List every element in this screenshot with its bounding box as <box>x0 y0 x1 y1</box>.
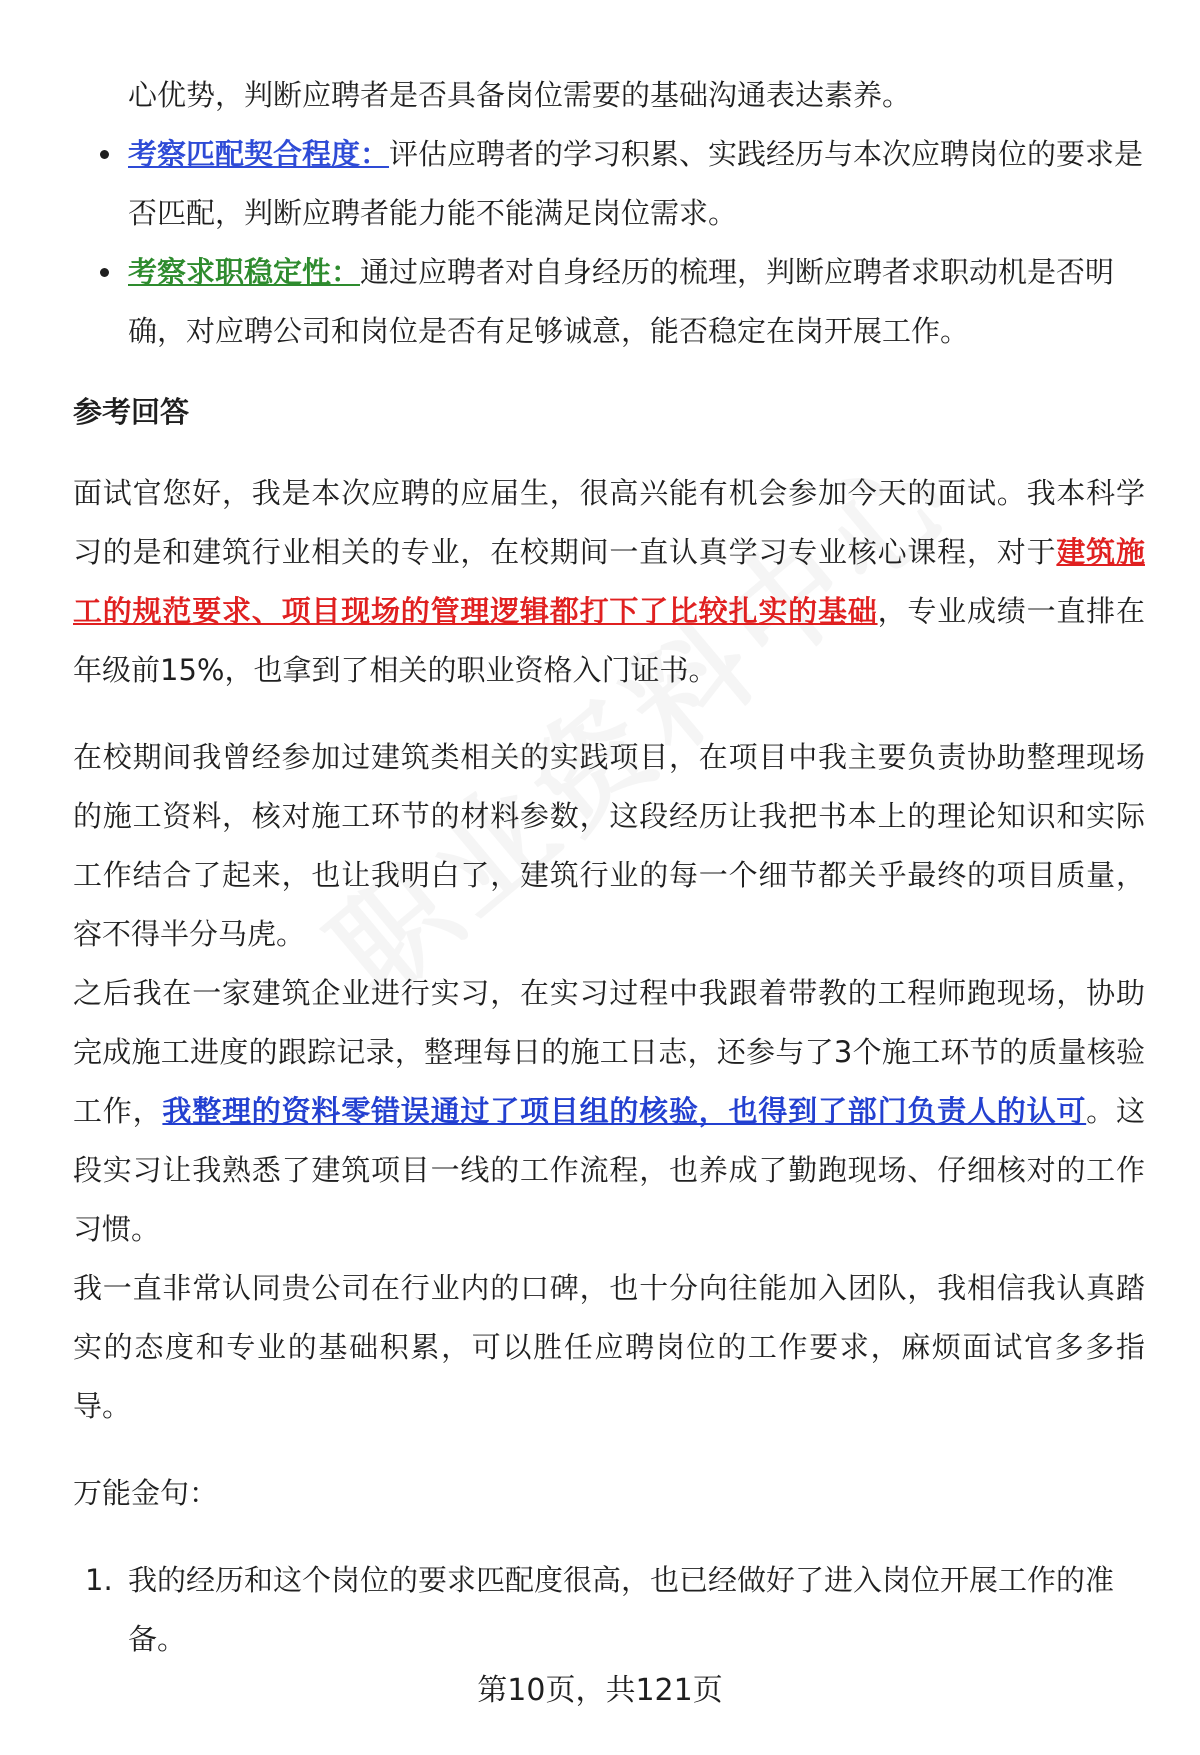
golden-heading: 万能金句： <box>73 1476 219 1510</box>
answer-paragraph-2: 在校期间我曾经参加过建筑类相关的实践项目，在项目中我主要负责协助整理现场的施工资料，核对施工环节的材料参数，这段经历让我把书本上的理论知识和实际工作结合了起来，也让我明白了，建筑行业的每一个细节都关乎最终的项目质量，容不得半分马虎。 <box>73 740 1145 951</box>
answer-p3-text: 之后我在一家建筑企业进行实习，在实习过程中我跟着带教的工程师跑现场，协助完成施工进度的跟踪记录，整理每日的施工日志，还参与了3个施工环节的质量核验工作， <box>73 976 1145 1128</box>
golden-item <box>73 1551 1145 1669</box>
answer-paragraph-4: 我一直非常认同贵公司在行业内的口碑，也十分向往能加入团队，我相信我认真踏实的态度和专业的基础积累，可以胜任应聘岗位的工作要求，麻烦面试官多多指导。 <box>73 1271 1145 1423</box>
page-content <box>73 66 1145 1669</box>
answer-paragraph-3 <box>73 964 1145 1259</box>
reference-heading: 参考回答 <box>73 395 190 429</box>
answer-p1-text: 面试官您好，我是本次应聘的应届生，很高兴能有机会参加今天的面试。我本科学习的是和建筑行业相关的专业，在校期间一直认真学习专业核心课程，对于 <box>73 476 1145 569</box>
answer-p3-highlight: 我整理的资料零错误通过了项目组的核验，也得到了部门负责人的认可 <box>162 1094 1087 1128</box>
criteria-lead-stability: 考察求职稳定性： <box>128 255 361 289</box>
intro-tail-text: 心优势，判断应聘者是否具备岗位需要的基础沟通表达素养。 <box>128 78 912 112</box>
criteria-text-match: 评估应聘者的学习积累、实践经历与本次应聘岗位的要求是否匹配，判断应聘者能力能不能满足岗位需求。 <box>128 137 1144 230</box>
answer-paragraph-1 <box>73 464 1145 700</box>
criteria-lead-match: 考察匹配契合程度： <box>128 137 390 171</box>
criteria-item-stability <box>73 243 1145 361</box>
criteria-item-match <box>73 125 1145 243</box>
golden-item-number: 1. <box>85 1563 113 1597</box>
criteria-text-stability: 通过应聘者对自身经历的梳理，判断应聘者求职动机是否明确，对应聘公司和岗位是否有足够诚意，能否稳定在岗开展工作。 <box>128 255 1115 348</box>
answer-p1-tail: ，专业成绩一直排在年级前15%，也拿到了相关的职业资格入门证书。 <box>73 594 1145 687</box>
golden-item-text: 我的经历和这个岗位的要求匹配度很高，也已经做好了进入岗位开展工作的准备。 <box>128 1563 1115 1656</box>
answer-p3-tail: 。这段实习让我熟悉了建筑项目一线的工作流程，也养成了勤跑现场、仔细核对的工作习惯。 <box>73 1094 1145 1246</box>
page-number-footer: 第10页，共121页 <box>477 1673 723 1708</box>
criteria-list <box>73 125 1145 361</box>
golden-list <box>73 1551 1145 1669</box>
answer-p1-highlight: 建筑施工的规范要求、项目现场的管理逻辑都打下了比较扎实的基础 <box>73 535 1145 628</box>
